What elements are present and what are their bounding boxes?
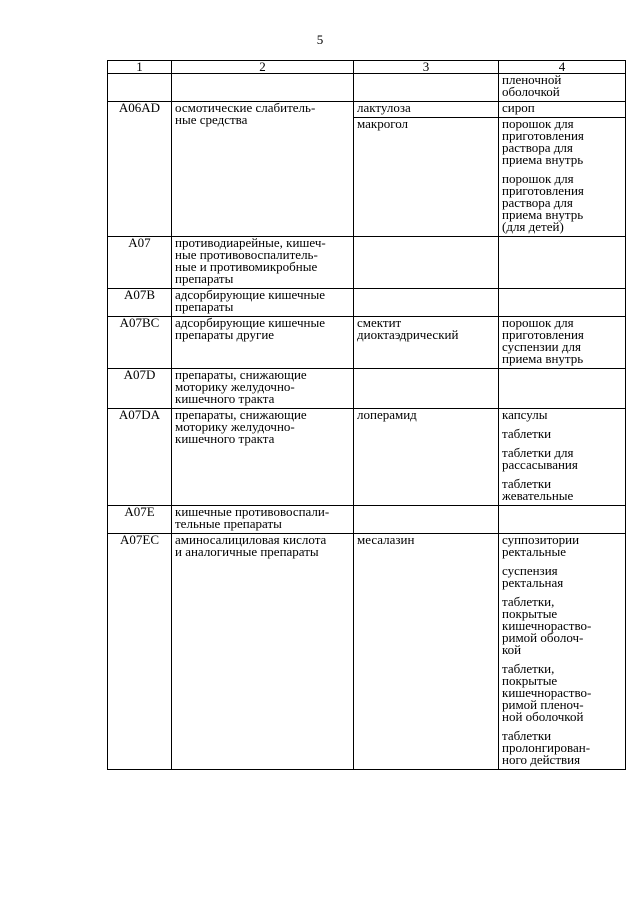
group-name-cell <box>172 506 354 534</box>
dosage-forms-cell <box>499 74 626 102</box>
dosage-forms-cell <box>499 237 626 289</box>
drug-name-cell <box>354 534 499 770</box>
drug-name-cell <box>354 118 499 237</box>
dosage-forms-cell <box>499 369 626 409</box>
group-name: кишечные противовоспали- тельные препараты <box>175 504 330 531</box>
drug-name-cell <box>354 409 499 506</box>
table-row <box>108 74 626 102</box>
table-row <box>108 237 626 289</box>
table-row <box>108 317 626 369</box>
dosage-form: порошок для приготовления суспензии для приема внутрь <box>502 315 584 366</box>
group-name-cell <box>172 369 354 409</box>
atc-code: A07E <box>124 504 155 519</box>
dosage-form: порошок для приготовления раствора для приема внутрь (для детей) <box>502 171 584 234</box>
atc-code-cell <box>108 409 172 506</box>
atc-code-cell <box>108 369 172 409</box>
dosage-form: пленочной оболочкой <box>502 72 562 99</box>
dosage-form: таблетки <box>502 426 552 441</box>
table-row <box>108 506 626 534</box>
dosage-forms-cell <box>499 534 626 770</box>
group-name: адсорбирующие кишечные препараты <box>175 287 325 314</box>
column-header: 3 <box>354 61 499 74</box>
dosage-form: сироп <box>502 100 535 115</box>
atc-code-cell <box>108 317 172 369</box>
atc-code-cell <box>108 506 172 534</box>
dosage-form: таблетки, покрытые кишечнораство- римой оболоч- кой <box>502 594 592 657</box>
atc-code: A07EC <box>120 532 159 547</box>
atc-code: A07D <box>123 367 156 382</box>
group-name-cell <box>172 102 354 237</box>
group-name-cell <box>172 237 354 289</box>
group-name: препараты, снижающие моторику желудочно- кишечного тракта <box>175 367 307 406</box>
column-header: 4 <box>499 61 626 74</box>
atc-code-cell <box>108 534 172 770</box>
table-row <box>108 409 626 506</box>
atc-code-cell <box>108 237 172 289</box>
page-number: 5 <box>316 32 324 47</box>
dosage-form: таблетки пролонгирован- ного действия <box>502 728 591 767</box>
drug-name-cell <box>354 237 499 289</box>
dosage-form: таблетки для рассасывания <box>502 445 578 472</box>
drug-name-cell <box>354 289 499 317</box>
group-name-cell <box>172 534 354 770</box>
dosage-forms-cell <box>499 289 626 317</box>
dosage-form: суппозитории ректальные <box>502 532 580 559</box>
drug-name-cell <box>354 506 499 534</box>
atc-code: A07DA <box>118 407 161 422</box>
dosage-forms-cell <box>499 409 626 506</box>
dosage-forms-cell <box>499 506 626 534</box>
atc-code: A07 <box>128 235 151 250</box>
drug-name-cell <box>354 74 499 102</box>
atc-code: A07B <box>123 287 156 302</box>
atc-code-cell <box>108 102 172 237</box>
drug-name-cell <box>354 317 499 369</box>
drug-name: лактулоза <box>357 100 411 115</box>
group-name: осмотические слабитель- ные средства <box>175 100 316 127</box>
group-name: адсорбирующие кишечные препараты другие <box>175 315 325 342</box>
group-name-cell <box>172 317 354 369</box>
dosage-form: таблетки жевательные <box>502 476 574 503</box>
drug-name: месалазин <box>357 532 415 547</box>
drug-table <box>107 60 626 770</box>
drug-name-cell <box>354 369 499 409</box>
atc-code-cell <box>108 289 172 317</box>
dosage-form: таблетки, покрытые кишечнораство- римой пленоч- ной оболочкой <box>502 661 592 724</box>
table-row <box>108 534 626 770</box>
atc-code: A07BC <box>119 315 160 330</box>
dosage-form: суспензия ректальная <box>502 563 564 590</box>
drug-name: лоперамид <box>357 407 417 422</box>
dosage-forms-cell <box>499 118 626 237</box>
group-name: аминосалициловая кислота и аналогичные препараты <box>175 532 327 559</box>
column-header: 2 <box>172 61 354 74</box>
dosage-forms-cell <box>499 317 626 369</box>
drug-name: макрогол <box>357 116 409 131</box>
group-name-cell <box>172 409 354 506</box>
group-name: препараты, снижающие моторику желудочно- кишечного тракта <box>175 407 307 446</box>
table-row <box>108 289 626 317</box>
dosage-form: капсулы <box>502 407 548 422</box>
column-header: 1 <box>108 61 172 74</box>
atc-code-cell <box>108 74 172 102</box>
table-row <box>108 369 626 409</box>
dosage-form: порошок для приготовления раствора для приема внутрь <box>502 116 584 167</box>
group-name-cell <box>172 289 354 317</box>
group-name: противодиарейные, кишеч- ные противовоспалитель- ные и противомикробные препараты <box>175 235 326 286</box>
drug-name: смектит диоктаэдрический <box>357 315 459 342</box>
group-name-cell <box>172 74 354 102</box>
atc-code: A06AD <box>118 100 161 115</box>
